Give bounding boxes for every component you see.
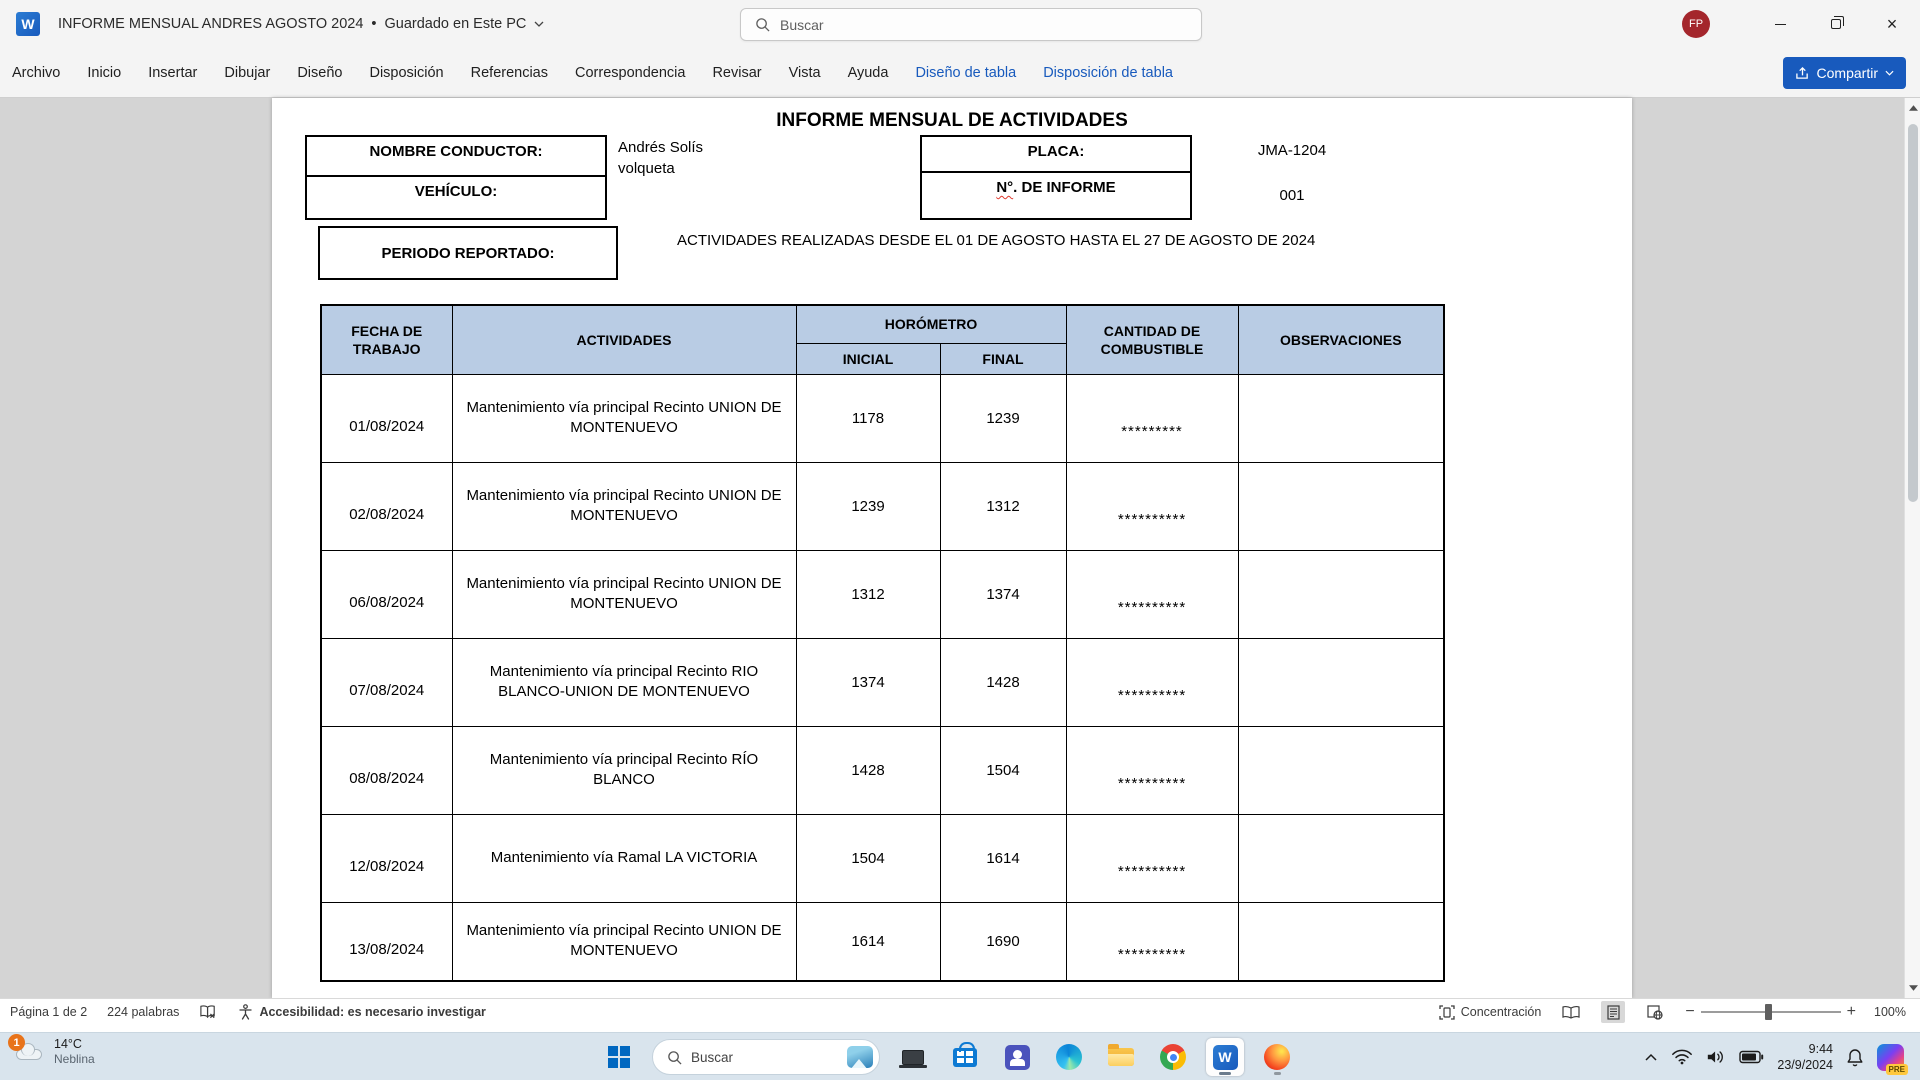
chevron-down-icon[interactable] [534, 21, 544, 27]
tab-ayuda[interactable]: Ayuda [847, 65, 889, 81]
accessibility-text: Accesibilidad: es necesario investigar [259, 1005, 486, 1019]
tab-correspondencia[interactable]: Correspondencia [575, 65, 686, 81]
header-combustible[interactable]: CANTIDAD DE COMBUSTIBLE [1066, 305, 1238, 374]
table-row [321, 374, 1444, 462]
cell-fecha[interactable]: 02/08/2024 [321, 462, 452, 550]
header-observaciones[interactable]: OBSERVACIONES [1238, 305, 1444, 374]
scroll-down-arrow[interactable] [1905, 980, 1920, 996]
web-layout-icon [1647, 1005, 1663, 1020]
copilot-pre-badge: PRE [1886, 1064, 1908, 1075]
cell-final[interactable]: 1690 [940, 902, 1066, 981]
taskbar-search[interactable] [652, 1039, 880, 1075]
tab-dibujar[interactable]: Dibujar [224, 65, 271, 81]
read-mode-button[interactable] [1559, 1001, 1583, 1023]
cell-inicial[interactable]: 1428 [796, 726, 940, 814]
cell-combustible[interactable]: ********** [1066, 902, 1238, 981]
chrome-icon [1160, 1044, 1186, 1070]
header-horometro[interactable]: HORÓMETRO [796, 305, 1066, 343]
cell-inicial[interactable]: 1374 [796, 638, 940, 726]
tab-inicio[interactable]: Inicio [87, 65, 122, 81]
tab-diseno-de-tabla[interactable]: Diseño de tabla [915, 65, 1017, 81]
volume-icon[interactable] [1706, 1048, 1726, 1066]
status-bar [0, 998, 1920, 1024]
cell-combustible[interactable]: ********** [1066, 726, 1238, 814]
taskbar-item-word-active[interactable] [1206, 1038, 1244, 1076]
taskbar-item-teams[interactable] [998, 1038, 1036, 1076]
microsoft-store-icon [953, 1048, 977, 1067]
vehiculo-value[interactable]: volqueta [618, 160, 675, 177]
window-controls [1752, 0, 1920, 48]
word-count[interactable]: 224 palabras [107, 1005, 180, 1019]
close-button[interactable]: × [1886, 14, 1898, 34]
document-heading[interactable]: INFORME MENSUAL DE ACTIVIDADES [776, 110, 1128, 131]
weather-temperature: 14°C [54, 1037, 82, 1051]
document-title [58, 0, 544, 48]
print-layout-icon [1607, 1005, 1620, 1020]
cell-inicial[interactable]: 1504 [796, 814, 940, 902]
informe-value[interactable]: 001 [1279, 187, 1305, 204]
cell-final[interactable]: 1374 [940, 550, 1066, 638]
header-fecha[interactable]: FECHA DE TRABAJO [321, 305, 452, 374]
word-app-icon[interactable]: W [16, 12, 40, 36]
chevron-down-icon [1885, 70, 1894, 76]
header-actividades[interactable]: ACTIVIDADES [452, 305, 796, 374]
cell-actividad[interactable]: Mantenimiento vía principal Recinto UNION DE MONTENUEVO [452, 374, 796, 462]
cell-inicial[interactable]: 1178 [796, 374, 940, 462]
weather-cloud-icon [10, 1037, 46, 1067]
restore-button[interactable] [1808, 0, 1864, 48]
wifi-icon[interactable] [1671, 1048, 1693, 1066]
search-bar[interactable] [740, 8, 1202, 41]
tab-revisar[interactable]: Revisar [712, 65, 762, 81]
web-layout-button[interactable] [1643, 1001, 1667, 1023]
table-row [321, 902, 1444, 981]
header-inicial[interactable]: INICIAL [796, 343, 940, 374]
title-separator: • [371, 16, 377, 32]
cell-combustible[interactable]: ********** [1066, 638, 1238, 726]
cell-observaciones[interactable] [1238, 814, 1444, 902]
taskbar-item-firefox[interactable] [1258, 1038, 1296, 1076]
cell-actividad[interactable]: Mantenimiento vía principal Recinto UNION DE MONTENUEVO [452, 462, 796, 550]
search-icon [667, 1050, 682, 1065]
ribbon-tabs [12, 48, 1173, 98]
cell-inicial[interactable]: 1614 [796, 902, 940, 981]
cell-observaciones[interactable] [1238, 462, 1444, 550]
table-row [321, 638, 1444, 726]
document-canvas [0, 98, 1920, 998]
tab-insertar[interactable]: Insertar [148, 65, 198, 81]
ribbon-tab-bar [0, 48, 1920, 98]
tray-time: 9:44 [1808, 1042, 1833, 1056]
cell-observaciones[interactable] [1238, 726, 1444, 814]
conductor-value[interactable]: Andrés Solís [618, 139, 704, 156]
periodo-value[interactable]: ACTIVIDADES REALIZADAS DESDE EL 01 DE AGOSTO HASTA EL 27 DE AGOSTO DE 2024 [677, 232, 1316, 249]
account-avatar[interactable] [1682, 10, 1710, 38]
tab-disposicion-de-tabla[interactable]: Disposición de tabla [1043, 65, 1173, 81]
taskbar-item-store[interactable] [946, 1038, 984, 1076]
clock[interactable] [1777, 1041, 1833, 1073]
conductor-vehiculo-table[interactable] [305, 135, 607, 220]
tab-disposicion[interactable]: Disposición [369, 65, 444, 81]
running-indicator [1274, 1072, 1281, 1075]
document-page[interactable] [272, 98, 1632, 998]
file-explorer-icon [1108, 1048, 1134, 1066]
table-row [321, 550, 1444, 638]
taskbar-item-device[interactable] [894, 1038, 932, 1076]
battery-icon[interactable] [1739, 1050, 1764, 1064]
vehiculo-label[interactable]: VEHÍCULO: [414, 183, 498, 200]
cell-actividad[interactable]: Mantenimiento vía Ramal LA VICTORIA [452, 814, 796, 902]
share-icon [1795, 66, 1810, 80]
cell-actividad[interactable]: Mantenimiento vía principal Recinto RIO BLANCO-UNION DE MONTENUEVO [452, 638, 796, 726]
cell-fecha[interactable]: 13/08/2024 [321, 902, 452, 981]
cell-inicial[interactable]: 1312 [796, 550, 940, 638]
start-button[interactable] [600, 1038, 638, 1076]
notification-bell-icon[interactable] [1846, 1048, 1864, 1067]
scroll-up-arrow[interactable] [1905, 100, 1920, 116]
informe-label[interactable] [922, 173, 1190, 218]
cell-inicial[interactable]: 1239 [796, 462, 940, 550]
tray-chevron-up-icon[interactable] [1644, 1053, 1658, 1061]
cell-fecha[interactable]: 06/08/2024 [321, 550, 452, 638]
accessibility-person-icon [238, 1004, 253, 1020]
conductor-vehiculo-values[interactable] [618, 137, 703, 179]
taskbar-item-chrome[interactable] [1154, 1038, 1192, 1076]
cell-observaciones[interactable] [1238, 902, 1444, 981]
cell-combustible[interactable]: ********** [1066, 550, 1238, 638]
cell-combustible[interactable]: ********** [1066, 814, 1238, 902]
focus-label: Concentración [1460, 1005, 1542, 1019]
cell-fecha[interactable]: 08/08/2024 [321, 726, 452, 814]
document-title-text: INFORME MENSUAL ANDRES AGOSTO 2024 [58, 16, 364, 32]
minimize-button[interactable] [1752, 0, 1808, 48]
zoom-slider[interactable] [1701, 1011, 1841, 1013]
cell-final[interactable]: 1614 [940, 814, 1066, 902]
zoom-slider-thumb[interactable] [1765, 1004, 1772, 1020]
taskbar-item-explorer[interactable] [1102, 1038, 1140, 1076]
informe-label-no: N° [996, 179, 1014, 196]
zoom-out-button[interactable]: − [1685, 1003, 1695, 1020]
cell-final[interactable]: 1504 [940, 726, 1066, 814]
scrollbar-thumb[interactable] [1908, 124, 1918, 502]
cell-actividad[interactable]: Mantenimiento vía principal Recinto RÍO BLANCO [452, 726, 796, 814]
tray-date: 23/9/2024 [1777, 1058, 1833, 1072]
cell-fecha[interactable]: 12/08/2024 [321, 814, 452, 902]
taskbar [0, 1032, 1920, 1080]
copilot-icon[interactable] [1877, 1044, 1905, 1074]
accessibility-status[interactable] [238, 1004, 486, 1020]
tab-vista[interactable]: Vista [788, 65, 821, 81]
proofing-status[interactable] [199, 1004, 218, 1020]
informe-label-rest: . DE INFORME [1013, 179, 1116, 196]
header-final[interactable]: FINAL [940, 343, 1066, 374]
search-highlight-thumbnail[interactable] [847, 1046, 873, 1068]
title-bar [0, 0, 1920, 48]
share-label: Compartir [1816, 65, 1878, 81]
zoom-level[interactable]: 100% [1874, 1005, 1906, 1019]
zoom-controls [1685, 1003, 1856, 1021]
notification-badge: 1 [8, 1034, 25, 1051]
teams-icon [1005, 1045, 1030, 1070]
edge-icon [1056, 1044, 1082, 1070]
print-layout-button[interactable] [1601, 1001, 1625, 1023]
laptop-icon [902, 1050, 924, 1065]
read-mode-icon [1562, 1005, 1580, 1019]
share-button[interactable] [1783, 57, 1906, 89]
search-icon [755, 17, 770, 32]
cell-final[interactable]: 1239 [940, 374, 1066, 462]
weather-description: Neblina [54, 1052, 95, 1066]
cell-observaciones[interactable] [1238, 638, 1444, 726]
proofing-book-icon [199, 1004, 218, 1020]
word-icon: W [1213, 1045, 1238, 1070]
windows-logo-icon [608, 1046, 630, 1068]
avatar-initials: FP [1688, 18, 1704, 30]
cell-observaciones[interactable] [1238, 374, 1444, 462]
cell-final[interactable]: 1428 [940, 638, 1066, 726]
periodo-label[interactable]: PERIODO REPORTADO: [318, 226, 618, 280]
page-indicator[interactable]: Página 1 de 2 [10, 1005, 88, 1019]
zoom-in-button[interactable]: + [1846, 1003, 1857, 1020]
cell-combustible[interactable]: ********* [1066, 374, 1238, 462]
cell-observaciones[interactable] [1238, 550, 1444, 638]
tab-diseno[interactable]: Diseño [297, 65, 343, 81]
placa-value[interactable]: JMA-1204 [1257, 142, 1327, 159]
table-row [321, 814, 1444, 902]
table-row [321, 462, 1444, 550]
vertical-scrollbar[interactable] [1904, 98, 1920, 998]
tab-referencias[interactable]: Referencias [470, 65, 548, 81]
focus-icon [1439, 1005, 1455, 1020]
table-row [321, 726, 1444, 814]
taskbar-search-placeholder: Buscar [691, 1049, 734, 1065]
tab-archivo[interactable]: Archivo [12, 65, 61, 81]
cell-actividad[interactable]: Mantenimiento vía principal Recinto UNION DE MONTENUEVO [452, 902, 796, 981]
weather-widget[interactable] [10, 1037, 95, 1067]
firefox-icon [1264, 1044, 1290, 1070]
activities-table[interactable] [320, 304, 1445, 982]
focus-mode-button[interactable] [1439, 1005, 1542, 1020]
window-bottom-edge [0, 1024, 1920, 1032]
placa-label[interactable]: PLACA: [922, 137, 1190, 173]
taskbar-item-edge[interactable] [1050, 1038, 1088, 1076]
cell-fecha[interactable]: 01/08/2024 [321, 374, 452, 462]
cell-final[interactable]: 1312 [940, 462, 1066, 550]
placa-informe-table[interactable] [920, 135, 1192, 220]
cell-actividad[interactable]: Mantenimiento vía principal Recinto UNION DE MONTENUEVO [452, 550, 796, 638]
save-status[interactable]: Guardado en Este PC [384, 16, 527, 32]
search-placeholder: Buscar [780, 16, 824, 33]
cell-fecha[interactable]: 07/08/2024 [321, 638, 452, 726]
conductor-label[interactable]: NOMBRE CONDUCTOR: [307, 137, 605, 177]
cell-combustible[interactable]: ********** [1066, 462, 1238, 550]
